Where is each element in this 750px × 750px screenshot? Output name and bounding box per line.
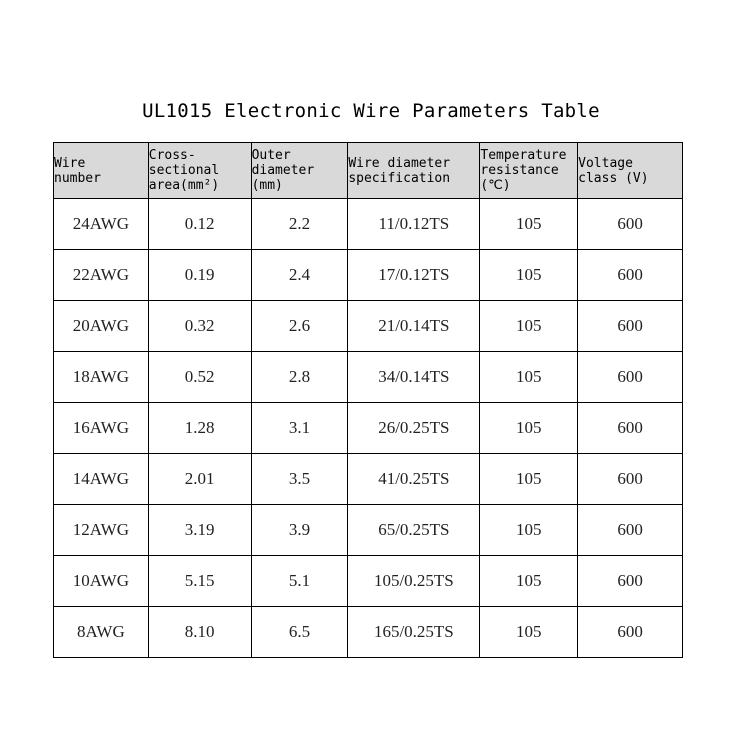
table-row [54, 352, 683, 403]
cell-outer-diameter: 3.9 [251, 505, 348, 556]
cell-cross-sectional-area: 1.28 [148, 403, 251, 454]
cell-wire-number: 16AWG [54, 403, 149, 454]
cell-cross-sectional-area: 3.19 [148, 505, 251, 556]
header-outer-diameter [251, 143, 348, 199]
cell-wire-number: 8AWG [54, 607, 149, 658]
cell-temperature-resistance: 105 [480, 607, 578, 658]
cell-outer-diameter: 6.5 [251, 607, 348, 658]
cell-temperature-resistance: 105 [480, 505, 578, 556]
table-row [54, 250, 683, 301]
cell-wire-number: 10AWG [54, 556, 149, 607]
cell-voltage-class: 600 [578, 199, 683, 250]
cell-cross-sectional-area: 0.32 [148, 301, 251, 352]
cell-temperature-resistance: 105 [480, 301, 578, 352]
cell-cross-sectional-area: 2.01 [148, 454, 251, 505]
cell-voltage-class: 600 [578, 250, 683, 301]
cell-wire-number: 20AWG [54, 301, 149, 352]
header-cross-sectional-area-label: Cross- sectional area(mm²) [148, 148, 220, 193]
cell-cross-sectional-area: 5.15 [148, 556, 251, 607]
header-temperature-resistance-label: Temperature resistance (℃) [480, 148, 567, 193]
cell-voltage-class: 600 [578, 403, 683, 454]
table-row [54, 556, 683, 607]
cell-voltage-class: 600 [578, 607, 683, 658]
table-row [54, 301, 683, 352]
cell-outer-diameter: 5.1 [251, 556, 348, 607]
header-wire-number [54, 143, 149, 199]
header-wire-diameter-spec [348, 143, 480, 199]
header-voltage-class [578, 143, 683, 199]
cell-wire-diameter-spec: 21/0.14TS [348, 301, 480, 352]
cell-wire-diameter-spec: 41/0.25TS [348, 454, 480, 505]
cell-wire-diameter-spec: 17/0.12TS [348, 250, 480, 301]
header-outer-diameter-label: Outer diameter (mm) [251, 148, 315, 193]
table-row [54, 505, 683, 556]
cell-voltage-class: 600 [578, 556, 683, 607]
table-row [54, 607, 683, 658]
cell-wire-diameter-spec: 105/0.25TS [348, 556, 480, 607]
cell-wire-number: 24AWG [54, 199, 149, 250]
cell-wire-diameter-spec: 165/0.25TS [348, 607, 480, 658]
cell-voltage-class: 600 [578, 301, 683, 352]
cell-voltage-class: 600 [578, 505, 683, 556]
cell-temperature-resistance: 105 [480, 199, 578, 250]
header-wire-number-label: Wire number [54, 155, 101, 186]
header-row [54, 143, 683, 199]
header-wire-diameter-spec-label: Wire diameter specification [348, 155, 451, 186]
cell-wire-diameter-spec: 11/0.12TS [348, 199, 480, 250]
table-row [54, 454, 683, 505]
cell-temperature-resistance: 105 [480, 352, 578, 403]
cell-cross-sectional-area: 0.52 [148, 352, 251, 403]
cell-wire-diameter-spec: 26/0.25TS [348, 403, 480, 454]
header-temperature-resistance [480, 143, 578, 199]
wire-parameters-table [53, 142, 683, 658]
cell-cross-sectional-area: 0.19 [148, 250, 251, 301]
cell-cross-sectional-area: 8.10 [148, 607, 251, 658]
cell-temperature-resistance: 105 [480, 403, 578, 454]
cell-temperature-resistance: 105 [480, 454, 578, 505]
cell-voltage-class: 600 [578, 454, 683, 505]
cell-cross-sectional-area: 0.12 [148, 199, 251, 250]
page-title: UL1015 Electronic Wire Parameters Table [142, 100, 600, 122]
cell-wire-diameter-spec: 65/0.25TS [348, 505, 480, 556]
cell-wire-number: 22AWG [54, 250, 149, 301]
cell-outer-diameter: 2.6 [251, 301, 348, 352]
cell-outer-diameter: 3.5 [251, 454, 348, 505]
cell-wire-number: 14AWG [54, 454, 149, 505]
cell-wire-number: 12AWG [54, 505, 149, 556]
table-row [54, 403, 683, 454]
header-voltage-class-label: Voltage class (V) [578, 155, 649, 186]
cell-outer-diameter: 2.8 [251, 352, 348, 403]
cell-outer-diameter: 2.2 [251, 199, 348, 250]
cell-wire-diameter-spec: 34/0.14TS [348, 352, 480, 403]
cell-temperature-resistance: 105 [480, 556, 578, 607]
cell-voltage-class: 600 [578, 352, 683, 403]
cell-outer-diameter: 2.4 [251, 250, 348, 301]
header-cross-sectional-area [148, 143, 251, 199]
cell-wire-number: 18AWG [54, 352, 149, 403]
table-row [54, 199, 683, 250]
cell-outer-diameter: 3.1 [251, 403, 348, 454]
cell-temperature-resistance: 105 [480, 250, 578, 301]
